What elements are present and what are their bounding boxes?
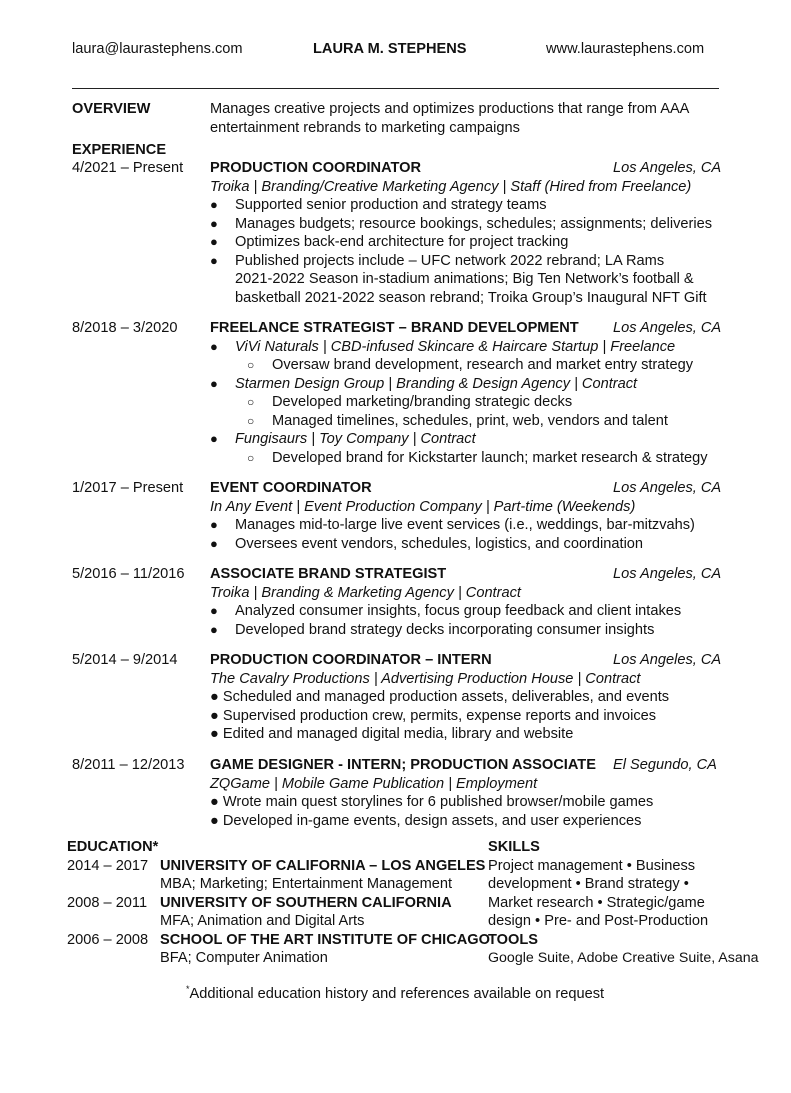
bullet-icon: ● <box>210 338 218 354</box>
job-bullet-cont: basketball 2021-2022 season rebrand; Troika Group’s Inaugural NFT Gift <box>235 289 707 306</box>
job-location: Los Angeles, CA <box>613 566 722 582</box>
bullet-icon: ● <box>210 535 218 551</box>
header-name: LAURA M. STEPHENS <box>313 41 467 57</box>
client-item: Developed marketing/branding strategic decks <box>272 394 573 410</box>
job-dates: 5/2014 – 9/2014 <box>72 652 178 668</box>
education-degree: MFA; Animation and Digital Arts <box>160 913 365 929</box>
overview-heading: OVERVIEW <box>72 101 151 117</box>
job-title: ASSOCIATE BRAND STRATEGIST <box>210 566 447 582</box>
job-bullet: Manages mid-to-large live event services (i.e., weddings, bar-mitzvahs) <box>235 517 695 533</box>
job-bullet: Analyzed consumer insights, focus group feedback and client intakes <box>235 603 682 619</box>
skills-line: Market research • Strategic/game <box>488 894 705 911</box>
job-location: El Segundo, CA <box>613 757 717 773</box>
client-name: Starmen Design Group | Branding & Design Agency | Contract <box>235 375 638 392</box>
job-company: Troika | Branding & Marketing Agency | Contract <box>210 584 521 601</box>
footnote <box>186 985 604 1004</box>
job-bullet: Published projects include – UFC network 2022 rebrand; LA Rams <box>235 252 665 269</box>
education-school: UNIVERSITY OF SOUTHERN CALIFORNIA <box>160 894 452 911</box>
job-company: The Cavalry Productions | Advertising Production House | Contract <box>210 670 641 687</box>
job-bullet: ● Scheduled and managed production assets, deliverables, and events <box>210 689 670 705</box>
bullet-icon: ● <box>210 621 218 637</box>
skills-line: design • Pre- and Post-Production <box>488 913 709 929</box>
job-dates: 5/2016 – 11/2016 <box>72 566 185 582</box>
bullet-icon: ● <box>210 215 218 231</box>
education-dates: 2006 – 2008 <box>67 931 149 948</box>
job-title: EVENT COORDINATOR <box>210 480 372 496</box>
tools-heading: TOOLS <box>488 931 539 948</box>
education-degree: BFA; Computer Animation <box>160 950 328 966</box>
header-divider <box>72 88 719 89</box>
bullet-icon: ● <box>210 252 218 268</box>
job-location: Los Angeles, CA <box>613 652 722 668</box>
job-bullet: Oversees event vendors, schedules, logistics, and coordination <box>235 535 644 552</box>
skills-heading: SKILLS <box>488 839 540 855</box>
job-title: GAME DESIGNER - INTERN; PRODUCTION ASSOCIATE <box>210 757 596 773</box>
job-bullet: ● Edited and managed digital media, library and website <box>210 726 574 742</box>
job-bullet: Manages budgets; resource bookings, schedules; assignments; deliveries <box>235 215 712 232</box>
sub-bullet-icon: ○ <box>247 413 255 428</box>
sub-bullet-icon: ○ <box>247 450 255 465</box>
job-title: PRODUCTION COORDINATOR – INTERN <box>210 652 492 668</box>
job-bullet-cont: 2021-2022 Season in-stadium animations; Big Ten Network’s football & <box>235 271 694 287</box>
bullet-icon: ● <box>210 375 218 391</box>
job-dates: 8/2011 – 12/2013 <box>72 757 185 773</box>
job-dates: 1/2017 – Present <box>72 480 184 496</box>
job-bullet: Optimizes back-end architecture for project tracking <box>235 234 569 250</box>
client-item: Developed brand for Kickstarter launch; market research & strategy <box>272 449 708 466</box>
job-location: Los Angeles, CA <box>613 480 722 496</box>
job-bullet: ● Developed in-game events, design assets, and user experiences <box>210 812 642 829</box>
bullet-icon: ● <box>210 197 218 212</box>
bullet-icon: ● <box>210 517 218 532</box>
header-website: www.laurastephens.com <box>546 41 705 57</box>
client-name: Fungisaurs | Toy Company | Contract <box>235 431 476 447</box>
job-bullet: ● Wrote main quest storylines for 6 published browser/mobile games <box>210 794 654 810</box>
job-bullet: Supported senior production and strategy teams <box>235 197 547 213</box>
overview-line: entertainment rebrands to marketing campaigns <box>210 119 520 136</box>
client-name: ViVi Naturals | CBD-infused Skincare & Haircare Startup | Freelance <box>235 338 676 355</box>
education-dates: 2014 – 2017 <box>67 857 149 874</box>
client-item: Managed timelines, schedules, print, web, vendors and talent <box>272 412 668 429</box>
sub-bullet-icon: ○ <box>247 358 255 372</box>
footnote-mark: * <box>186 984 190 995</box>
bullet-icon: ● <box>210 431 218 446</box>
job-dates: 4/2021 – Present <box>72 160 184 176</box>
job-dates: 8/2018 – 3/2020 <box>72 320 178 336</box>
tools-text: Google Suite, Adobe Creative Suite, Asana <box>488 950 759 966</box>
client-item: Oversaw brand development, research and market entry strategy <box>272 357 693 373</box>
job-company: In Any Event | Event Production Company | Part-time (Weekends) <box>210 498 636 515</box>
sub-bullet-icon: ○ <box>247 395 255 409</box>
job-bullet: Developed brand strategy decks incorporating consumer insights <box>235 621 655 638</box>
footnote-text: Additional education history and references available on request <box>189 986 605 1002</box>
job-company: Troika | Branding/Creative Marketing Agency | Staff (Hired from Freelance) <box>210 178 692 195</box>
job-bullet: ● Supervised production crew, permits, expense reports and invoices <box>210 707 657 724</box>
job-title: FREELANCE STRATEGIST – BRAND DEVELOPMENT <box>210 320 579 336</box>
overview-line: Manages creative projects and optimizes productions that range from AAA <box>210 101 690 117</box>
skills-line: Project management • Business <box>488 857 696 874</box>
bullet-icon: ● <box>210 234 218 249</box>
education-dates: 2008 – 2011 <box>67 894 148 911</box>
job-title: PRODUCTION COORDINATOR <box>210 160 422 176</box>
header-email: laura@laurastephens.com <box>72 41 243 57</box>
bullet-icon: ● <box>210 603 218 618</box>
job-location: Los Angeles, CA <box>613 320 722 336</box>
education-heading: EDUCATION* <box>67 839 159 855</box>
job-company: ZQGame | Mobile Game Publication | Employment <box>210 775 538 792</box>
skills-line: development • Brand strategy • <box>488 876 689 892</box>
education-degree: MBA; Marketing; Entertainment Management <box>160 876 453 892</box>
job-location: Los Angeles, CA <box>613 160 722 176</box>
education-school: UNIVERSITY OF CALIFORNIA – LOS ANGELES <box>160 857 486 874</box>
education-school: SCHOOL OF THE ART INSTITUTE OF CHICAGO <box>160 931 490 948</box>
experience-heading: EXPERIENCE <box>72 142 167 158</box>
